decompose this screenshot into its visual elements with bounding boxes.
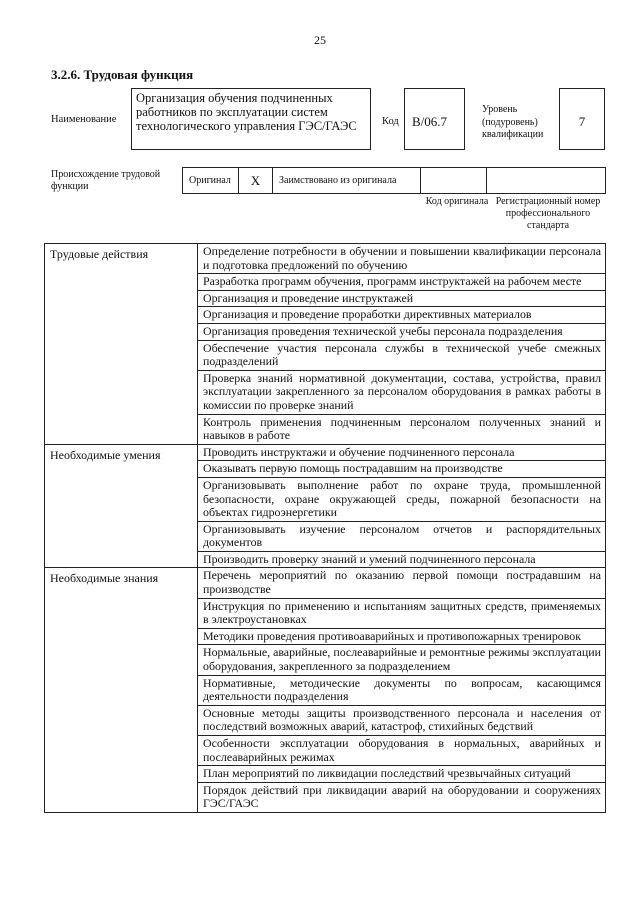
item-row: Организовывать изучение персоналом отчетов и распорядительных документов bbox=[198, 522, 605, 552]
function-details-table bbox=[44, 243, 606, 813]
item-row: Нормальные, аварийные, послеаварийные и ремонтные режимы эксплуатации оборудования, закрепленного за подразделением bbox=[198, 645, 605, 675]
item-row: План мероприятий по ликвидации последствий чрезвычайных ситуаций bbox=[198, 766, 605, 783]
item-row: Проводить инструктажи и обучение подчиненного персонала bbox=[198, 445, 605, 462]
level-box bbox=[559, 88, 605, 150]
item-row: Особенности эксплуатации оборудования в нормальных, аварийных и послеаварийных режимах bbox=[198, 736, 605, 766]
code-value: B/06.7 bbox=[412, 114, 448, 129]
item-row: Методики проведения противоаварийных и противопожарных тренировок bbox=[198, 629, 605, 646]
item-row: Перечень мероприятий по оказанию первой помощи пострадавшим на производстве bbox=[198, 568, 605, 598]
item-row: Инструкция по применению и испытаниям защитных средств, применяемых в электроустановках bbox=[198, 599, 605, 629]
section-items-cell bbox=[198, 244, 606, 445]
section-title: 3.2.6. Трудовая функция bbox=[51, 67, 194, 82]
item-row: Организация и проведение проработки директивных материалов bbox=[198, 307, 605, 324]
section-row bbox=[45, 444, 606, 568]
item-row: Нормативные, методические документы по вопросам, касающимся деятельности подразделения bbox=[198, 676, 605, 706]
section-title-cell: Необходимые умения bbox=[45, 444, 198, 568]
item-row: Разработка программ обучения, программ инструктажей на рабочем месте bbox=[198, 274, 605, 291]
item-row: Порядок действий при ликвидации аварий на оборудовании и сооружениях ГЭС/ГАЭС bbox=[203, 782, 601, 811]
item-row: Контроль применения подчиненным персоналом полученных знаний и навыков в работе bbox=[203, 414, 601, 443]
item-row: Проверка знаний нормативной документации, состава, устройства, правил эксплуатации закрепленного за персоналом оборудования в рамках работы в комиссии по проверке знаний bbox=[198, 371, 605, 415]
code-label: Код bbox=[382, 116, 399, 127]
section-title-cell: Трудовые действия bbox=[45, 244, 198, 445]
level-label: Уровень (подуровень) квалификации bbox=[482, 104, 544, 140]
function-name-box: Организация обучения подчиненных работников по эксплуатации систем технологического управления ГЭС/ГАЭС bbox=[131, 88, 371, 150]
borrowed-cell: Заимствовано из оригинала bbox=[273, 168, 421, 193]
item-row: Организация проведения технической учебы персонала подразделения bbox=[198, 324, 605, 341]
section-row bbox=[45, 568, 606, 813]
item-row: Обеспечение участия персонала службы в технической учебе смежных подразделений bbox=[198, 341, 605, 371]
item-row: Оказывать первую помощь пострадавшим на производстве bbox=[198, 461, 605, 478]
reg-caption: Регистрационный номер профессионального стандарта bbox=[495, 196, 601, 231]
item-row: Организация и проведение инструктажей bbox=[198, 291, 605, 308]
origin-label: Происхождение трудовой функции bbox=[51, 169, 161, 192]
original-cell: Оригинал bbox=[183, 168, 239, 193]
item-row: Производить проверку знаний и умений подчиненного персонала bbox=[203, 551, 536, 566]
item-row: Основные методы защиты производственного персонала и населения от последствий возможных аварий, катастроф, стихийных бедствий bbox=[198, 706, 605, 736]
section-title-cell: Необходимые знания bbox=[45, 568, 198, 813]
origin-code-cell bbox=[421, 168, 487, 193]
item-row: Организовывать выполнение работ по охране труда, промышленной безопасности, охране окружающей среды, пожарной безопасности на объектах гидроэнергетики bbox=[198, 478, 605, 522]
origin-table bbox=[182, 167, 606, 194]
name-label: Наименование bbox=[51, 114, 117, 125]
level-value: 7 bbox=[578, 114, 586, 129]
code-caption: Код оригинала bbox=[425, 196, 489, 207]
code-box bbox=[404, 88, 465, 150]
original-mark: X bbox=[239, 168, 273, 193]
page-number: 25 bbox=[314, 33, 326, 47]
section-items-cell bbox=[198, 444, 606, 568]
section-row bbox=[45, 244, 606, 445]
item-row: Определение потребности в обучении и повышении квалификации персонала и подготовка предложений по обучению bbox=[198, 244, 605, 274]
section-items-cell bbox=[198, 568, 606, 813]
